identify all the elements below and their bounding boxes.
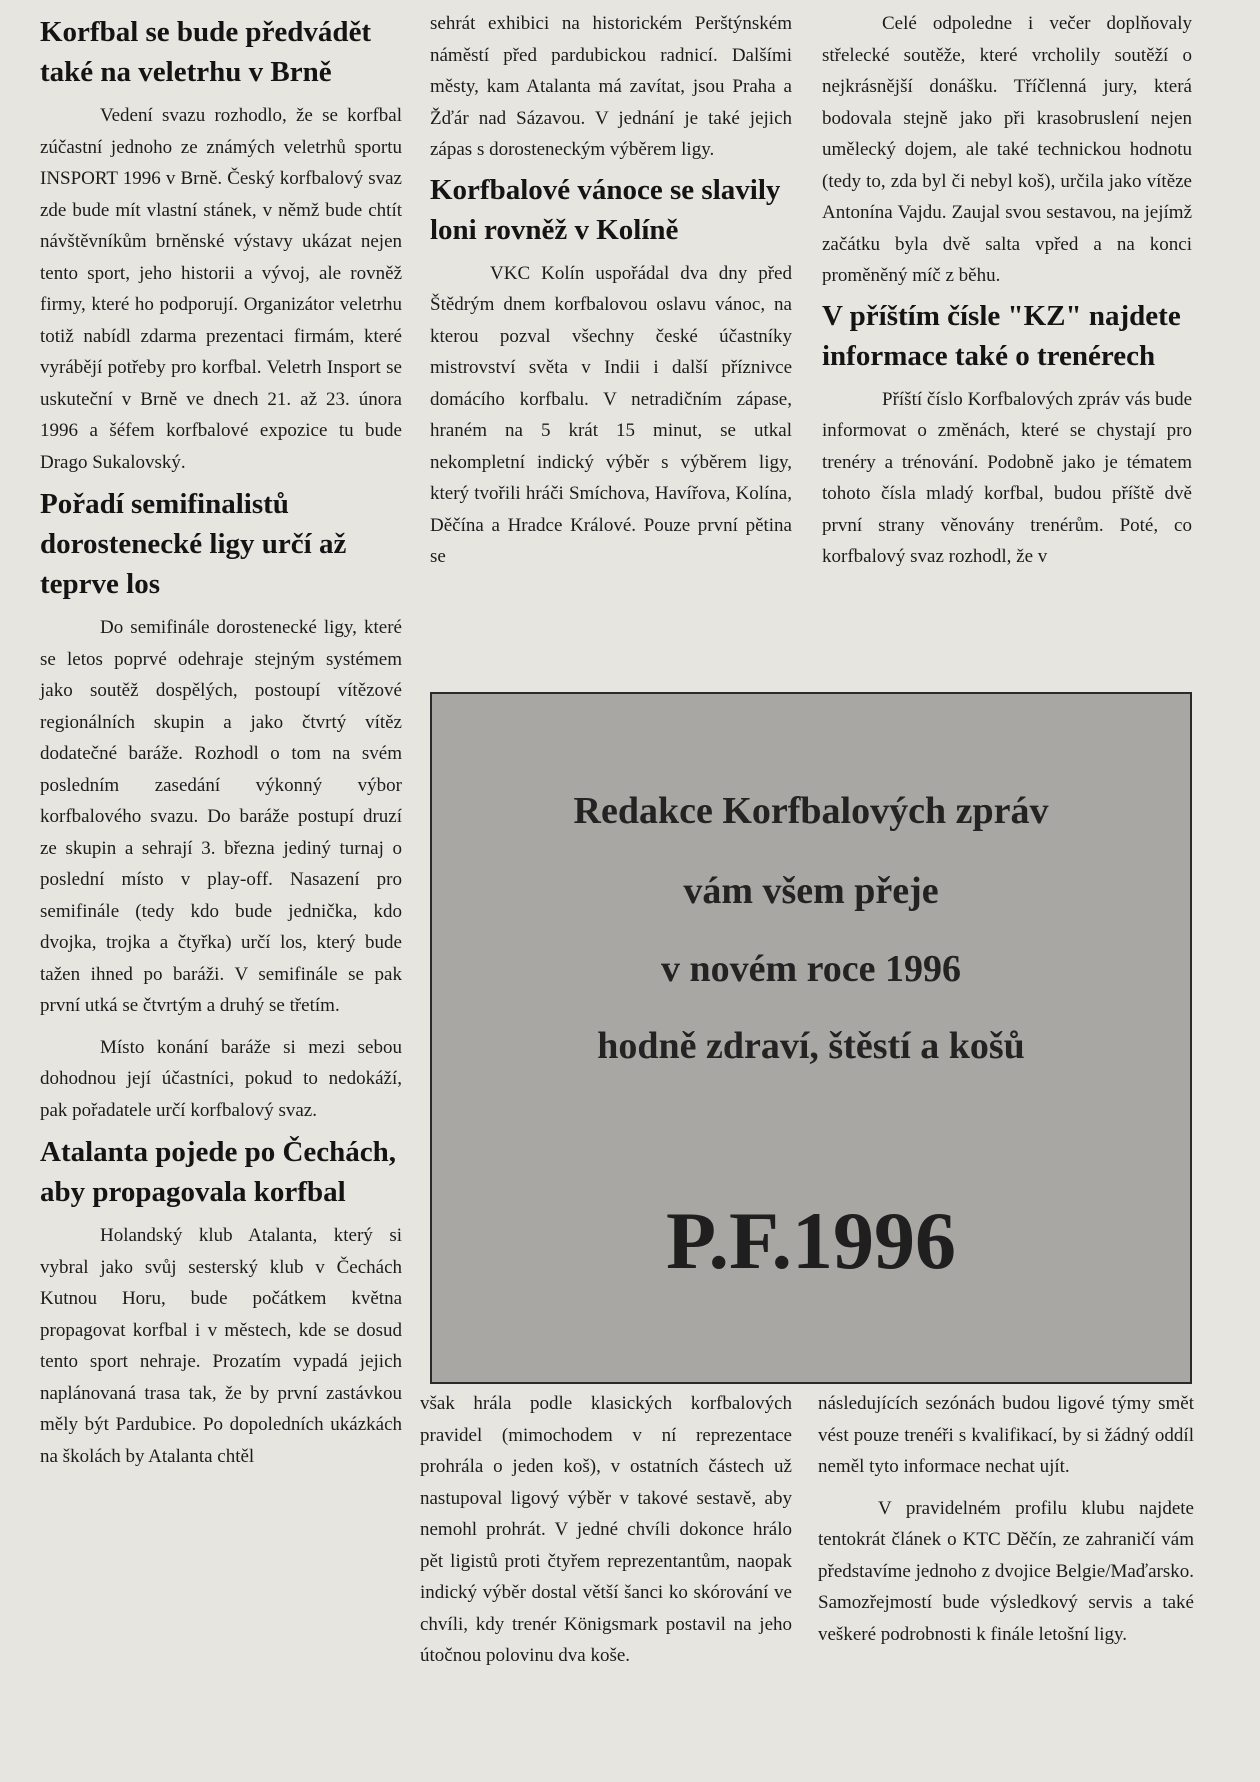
article-title: Pořadí semifinalistů dorostenecké ligy určí až teprve los bbox=[40, 488, 347, 600]
column-right bbox=[822, 8, 1192, 573]
article-text: Místo konání baráže si mezi sebou dohodnou její účastníci, pokud to nedokáží, pak pořadatele určí korfbalový svaz. bbox=[40, 1036, 402, 1121]
article-title: Korfbalové vánoce se slavily loni rovněž v Kolíně bbox=[430, 173, 781, 246]
article-title: V příštím čísle "KZ" najdete informace také o trenérech bbox=[822, 299, 1181, 372]
greeting-line: Redakce Korfbalových zpráv bbox=[573, 790, 1049, 832]
article-text: sehrát exhibici na historickém Perštýnském náměstí před pardubickou radnicí. Dalšími městy, kam Atalanta má zavítat, jsou Praha a Žďár nad Sázavou. V jednání je také jejich zápas s dorosteneckým výběrem ligy. bbox=[430, 13, 792, 160]
article-text: následujících sezónách budou ligové týmy smět vést pouze trenéři s kvalifikací, by si žádný oddíl neměl tyto informace nechat ujít. bbox=[818, 1393, 1194, 1477]
greeting-line: vám všem přeje bbox=[683, 870, 939, 912]
article-text: Celé odpoledne i večer doplňovaly střelecké soutěže, které vrcholily soutěží o nejkrásnější donášku. Tříčlenná jury, která bodovala stejně jako při krasobruslení nejen umělecký dojem, ale také technickou hodnotu (tedy to, zda byl či nebyl koš), určila jako vítěze Antonína Vajdu. Zaujal svou sestavou, na jejímž začátku byla dvě salta vpřed a na konci proměněný míč z běhu. bbox=[822, 13, 1192, 286]
article-text: VKC Kolín uspořádal dva dny před Štědrým dnem korfbalovou oslavu vánoc, na kterou pozval všechny české účastníky mistrovství světa v Indii i další příznivce domácího korfbalu. V netradičním zápase, hraném na 5 krát 15 minut, se utkal nekompletní indický výběr s výběrem ligy, který tvořili hráči Smíchova, Havířova, Kolína, Děčína a Hradce Králové. Pouze první pětina se bbox=[430, 262, 792, 567]
column-middle-lower bbox=[420, 1388, 792, 1672]
article-text: Holandský klub Atalanta, který si vybral jako svůj sesterský klub v Čechách Kutnou Horu, bude počátkem května propagovat korfbal i v městech, kde se dosud tento sport nehraje. Prozatím vypadá jejich naplánovaná trasa tak, že by první zastávkou měly být Pardubice. Po dopoledních ukázkách na školách by Atalanta chtěl bbox=[40, 1225, 402, 1467]
article-text: Vedení svazu rozhodlo, že se korfbal zúčastní jednoho ze známých veletrhů sportu INSPORT 1996 v Brně. Český korfbalový svaz zde bude mít vlastní stánek, v němž bude chtít návštěvníkům brněnské výstavy ukázat nejen tento sport, jeho historii a vývoj, ale rovněž firmy, které ho podporují. Organizátor veletrhu totiž nabídl zdarma prezentaci firmám, které vyrábějí potřeby pro korfbal. Veletrh Insport se uskuteční v Brně ve dnech 21. až 23. února 1996 a šéfem korfbalové expozice tu bude Drago Sukalovský. bbox=[40, 105, 402, 473]
column-right-lower bbox=[818, 1388, 1194, 1650]
article-text: V pravidelném profilu klubu najdete tentokrát článek o KTC Děčín, ze zahraničí vám představíme jednoho z dvojice Belgie/Maďarsko. Samozřejmostí bude výsledkový servis a také veškeré podrobnosti k finále letošní ligy. bbox=[818, 1497, 1194, 1645]
column-middle bbox=[430, 8, 792, 573]
greeting-box bbox=[430, 692, 1192, 1384]
column-left bbox=[40, 8, 402, 1472]
article-text: Do semifinále dorostenecké ligy, které se letos poprvé odehraje stejným systémem jako soutěž dospělých, postoupí vítězové regionálních skupin a jako čtvrtý vítěz dodatečné baráže. Rozhodl o tom na svém posledním zasedání výkonný výbor korfbalového svazu. Do baráže postupí druzí ze skupin a sehrají 3. března jediný turnaj o poslední místo v play-off. Nasazení pro semifinále (tedy kdo bude jednička, kdo dvojka, trojka a čtyřka) určí los, který bude tažen ihned po baráži. V semifinále se pak první utká se čtvrtým a druhý se třetím. bbox=[40, 617, 402, 1016]
pf-greeting: P.F.1996 bbox=[665, 1195, 957, 1286]
article-title: Atalanta pojede po Čechách, aby propagovala korfbal bbox=[40, 1136, 397, 1208]
article-text: však hrála podle klasických korfbalových pravidel (mimochodem v ní reprezentace prohrála o jeden koš), v ostatních částech už nastupoval ligový výběr v takové sestavě, aby nemohl prohrát. V jedné chvíli dokonce hrálo pět ligistů proti čtyřem reprezentantům, naopak indický výběr dostal větší šanci ko skórování ve chvíli, kdy trenér Königsmark postavil na jeho útočnou polovinu dva koše. bbox=[420, 1393, 792, 1666]
greeting-line: hodně zdraví, štěstí a košů bbox=[597, 1025, 1025, 1067]
article-title: Korfbal se bude předvádět také na veletrhu v Brně bbox=[40, 16, 372, 88]
greeting-line: v novém roce 1996 bbox=[660, 948, 962, 990]
article-text: Příští číslo Korfbalových zpráv vás bude informovat o změnách, které se chystají pro trenéry a trénování. Podobně jako je tématem tohoto čísla mladý korfbal, budou příště dvě první strany věnovány trenérům. Poté, co korfbalový svaz rozhodl, že v bbox=[822, 388, 1192, 567]
